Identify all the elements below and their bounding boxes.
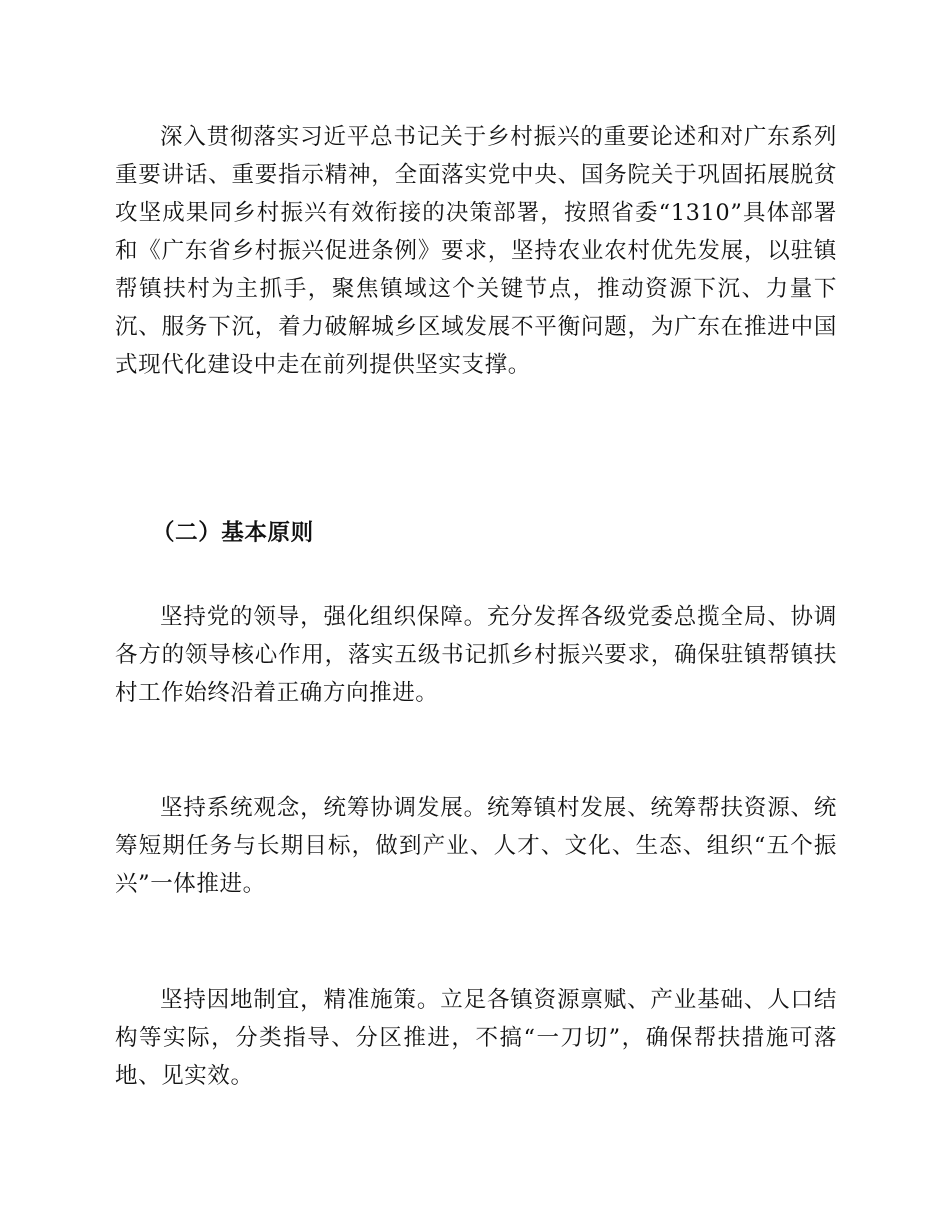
principle-paragraph-local-conditions: 坚持因地制宜，精准施策。立足各镇资源禀赋、产业基础、人口结构等实际，分类指导、分区推进，不搞“一刀切”，确保帮扶措施可落地、见实效。 [115, 987, 837, 1089]
principle-paragraph-system-concept: 坚持系统观念，统筹协调发展。统筹镇村发展、统筹帮扶资源、统筹短期任务与长期目标，做到产业、人才、文化、生态、组织“五个振兴”一体推进。 [115, 795, 837, 897]
intro-paragraph: 深入贯彻落实习近平总书记关于乡村振兴的重要论述和对广东系列重要讲话、重要指示精神，全面落实党中央、国务院关于巩固拓展脱贫攻坚成果同乡村振兴有效衔接的决策部署，按照省委“1310”具体部署和《广东省乡村振兴促进条例》要求，坚持农业农村优先发展，以驻镇帮镇扶村为主抓手，聚焦镇域这个关键节点，推动资源下沉、力量下沉、服务下沉，着力破解城乡区域发展不平衡问题，为广东在推进中国式现代化建设中走在前列提供坚实支撑。 [115, 124, 837, 378]
section-heading-basic-principles: （二）基本原则 [152, 520, 314, 546]
principle-paragraph-party-leadership: 坚持党的领导，强化组织保障。充分发挥各级党委总揽全局、协调各方的领导核心作用，落实五级书记抓乡村振兴要求，确保驻镇帮镇扶村工作始终沿着正确方向推进。 [115, 604, 837, 706]
